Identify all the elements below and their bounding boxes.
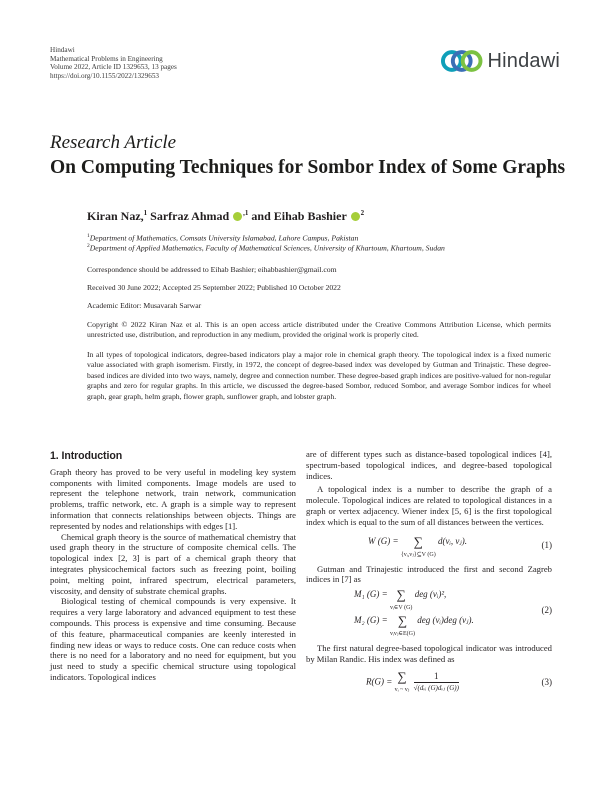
equation-lhs: M₂ (G) = [354, 615, 388, 626]
equation-2: M₁ (G) = ∑ vᵢ∈V (G) deg (vᵢ)², M₂ (G) = ∑ vᵢvⱼ∈E(G) deg (vᵢ)deg (vⱼ). (2) [354, 587, 552, 638]
equation-number: (2) [541, 605, 552, 616]
author-affiliation-mark: 2 [360, 209, 365, 217]
hindawi-logo[interactable] [440, 44, 560, 78]
orcid-icon[interactable] [351, 212, 360, 221]
right-column [306, 449, 552, 699]
fraction-numerator: 1 [414, 671, 459, 683]
orcid-icon[interactable] [233, 212, 242, 221]
equation-term: deg (vᵢ)deg (vⱼ). [417, 615, 474, 626]
hindawi-logo-icon [440, 46, 483, 76]
academic-editor: Academic Editor: Musavarah Sarwar [87, 301, 202, 310]
sum-subscript: vᵢ ~ vⱼ [394, 686, 410, 693]
section-heading: 1. Introduction [50, 450, 123, 462]
sum-subscript: {vᵢ,vⱼ}⊆V (G) [400, 551, 436, 558]
correspondence: Correspondence should be addressed to Eihab Bashier; eihabbashier@gmail.com [87, 265, 337, 274]
equation-lhs: R(G) = [366, 676, 393, 687]
logo-text: Hindawi [487, 49, 560, 72]
author-name[interactable]: Sarfraz Ahmad [150, 209, 230, 223]
affiliation-2 [87, 243, 445, 253]
equation-term: d(vᵢ, vⱼ). [438, 535, 468, 546]
paragraph: The first natural degree-based topological indicator was introduced by Milan Randic. His index was defined as [306, 643, 552, 664]
equation-term: deg (vᵢ)², [414, 589, 447, 600]
sum-subscript: vᵢ∈V (G) [389, 605, 413, 612]
journal-meta [50, 46, 177, 80]
fraction-denominator: √(dᵥᵢ (G)dᵥⱼ (G)) [413, 683, 459, 692]
affiliation-number: 2 [87, 243, 90, 249]
equation-3: R(G) = ∑ vᵢ ~ vⱼ $\frac{1}{\text{√(dᵥᵢ (G)dᵥⱼ (G))}}$ (3) [366, 668, 552, 693]
author-affiliation-mark: 1 [143, 209, 148, 217]
volume-line: Volume 2022, Article ID 1329653, 13 pages [50, 63, 177, 72]
paragraph: are of different types such as distance-based topological indices [4], spectrum-based topological indices, and degree-based topological indices. [306, 449, 552, 481]
paragraph: Biological testing of chemical compounds is very expensive. It requires a very large laboratory and advanced equipment to test these compounds. This process is expensive and time consuming. Because of this feature, pharmaceutical companies are keenly interested in finding new ideas or ways to reduce costs. One can reduce costs when there is no need for a laboratory and no need for equipment, but you just need to study a specific chemical structure using topological indicators. Topological indices [50, 596, 296, 682]
paragraph: Graph theory has proved to be very useful in modeling key system components with limited components. Image models are used to represent the telephone network, train network, communication problems, traffic network, etc. A graph is a simple way to represent information that connects relationships between objects. Things are represented by nodes and relationships with edges [1]. [50, 466, 296, 531]
paragraph: Gutman and Trinajestic introduced the first and second Zagreb indices in [7] as [306, 563, 552, 585]
author-affiliation-mark: ,1 [243, 209, 249, 217]
affiliation-text: Department of Mathematics, Comsats University Islamabad, Lahore Campus, Pakistan [89, 233, 359, 243]
copyright-notice: Copyright © 2022 Kiran Naz et al. This is an open access article distributed under the Creative Commons Attribution License, which permits unrestricted use, distribution, and reproduction in any medium, provided the original work is properly cited. [87, 320, 551, 340]
author-list [87, 209, 364, 224]
author-name[interactable]: Kiran Naz, [87, 209, 144, 223]
left-column [50, 451, 296, 683]
affiliation-text: Department of Applied Mathematics, Faculty of Mathematical Sciences, University of Khartoum, Khartoum, Sudan [89, 243, 445, 253]
equation-lhs: W (G) = [368, 535, 399, 546]
article-dates: Received 30 June 2022; Accepted 25 September 2022; Published 10 October 2022 [87, 283, 341, 292]
journal-name: Mathematical Problems in Engineering [50, 54, 163, 63]
sum-subscript: vᵢvⱼ∈E(G) [389, 631, 415, 638]
paragraph: Chemical graph theory is the source of mathematical chemistry that used graph theory in the structure of composite chemical cells. The topological index [2, 3] is part of a chemical graph theory that integrates physicochemical factors such as freezing point, boiling point, melting point, infrared spectrum, electrical parameters, viscosity, and density of substrate chemical graphs. [50, 531, 296, 596]
doi-link[interactable]: https://doi.org/10.1155/2022/1329653 [50, 71, 160, 80]
affiliation-number: 1 [87, 233, 90, 239]
affiliation-1 [87, 233, 358, 243]
equation-lhs: M₁ (G) = [354, 589, 388, 600]
author-name[interactable]: and Eihab Bashier [251, 209, 347, 223]
article-type: Research Article [50, 132, 177, 153]
fraction [414, 671, 459, 694]
article-title: On Computing Techniques for Sombor Index of Some Graphs [50, 157, 566, 178]
equation-number: (3) [541, 676, 552, 687]
equation-1: W (G) = ∑ {vᵢ,vⱼ}⊆V (G) d(vᵢ, vⱼ). (1) [368, 533, 552, 558]
abstract: In all types of topological indicators, degree-based indicators play a major role in chemical graph theory. The topological index is a fixed numeric value associated with graph isomerism. Firstly, in 1972, the concept of degree-based index was developed by Gutman and Trinajstic. These degree-based indices are divided into two ways, namely, degree and connection number. These degree-based graph indices are positive-valued for non-regular graphs and zero for regular graphs. In this article, we discussed the degree-based Sombor, reduced Sombor, and average Sombor indices for wheel graph, gear graph, helm graph, flower graph, sunflower graph, and lobster graph. [87, 350, 551, 401]
paragraph: A topological index is a number to describe the graph of a molecule. Topological indices are related to topological distances in a graph or vertex adjacency. Wiener index [5, 6] is the first topological index which is equal to the sum of all distances between the vertices. [306, 484, 552, 527]
publisher-name: Hindawi [50, 46, 75, 54]
equation-number: (1) [541, 539, 552, 550]
